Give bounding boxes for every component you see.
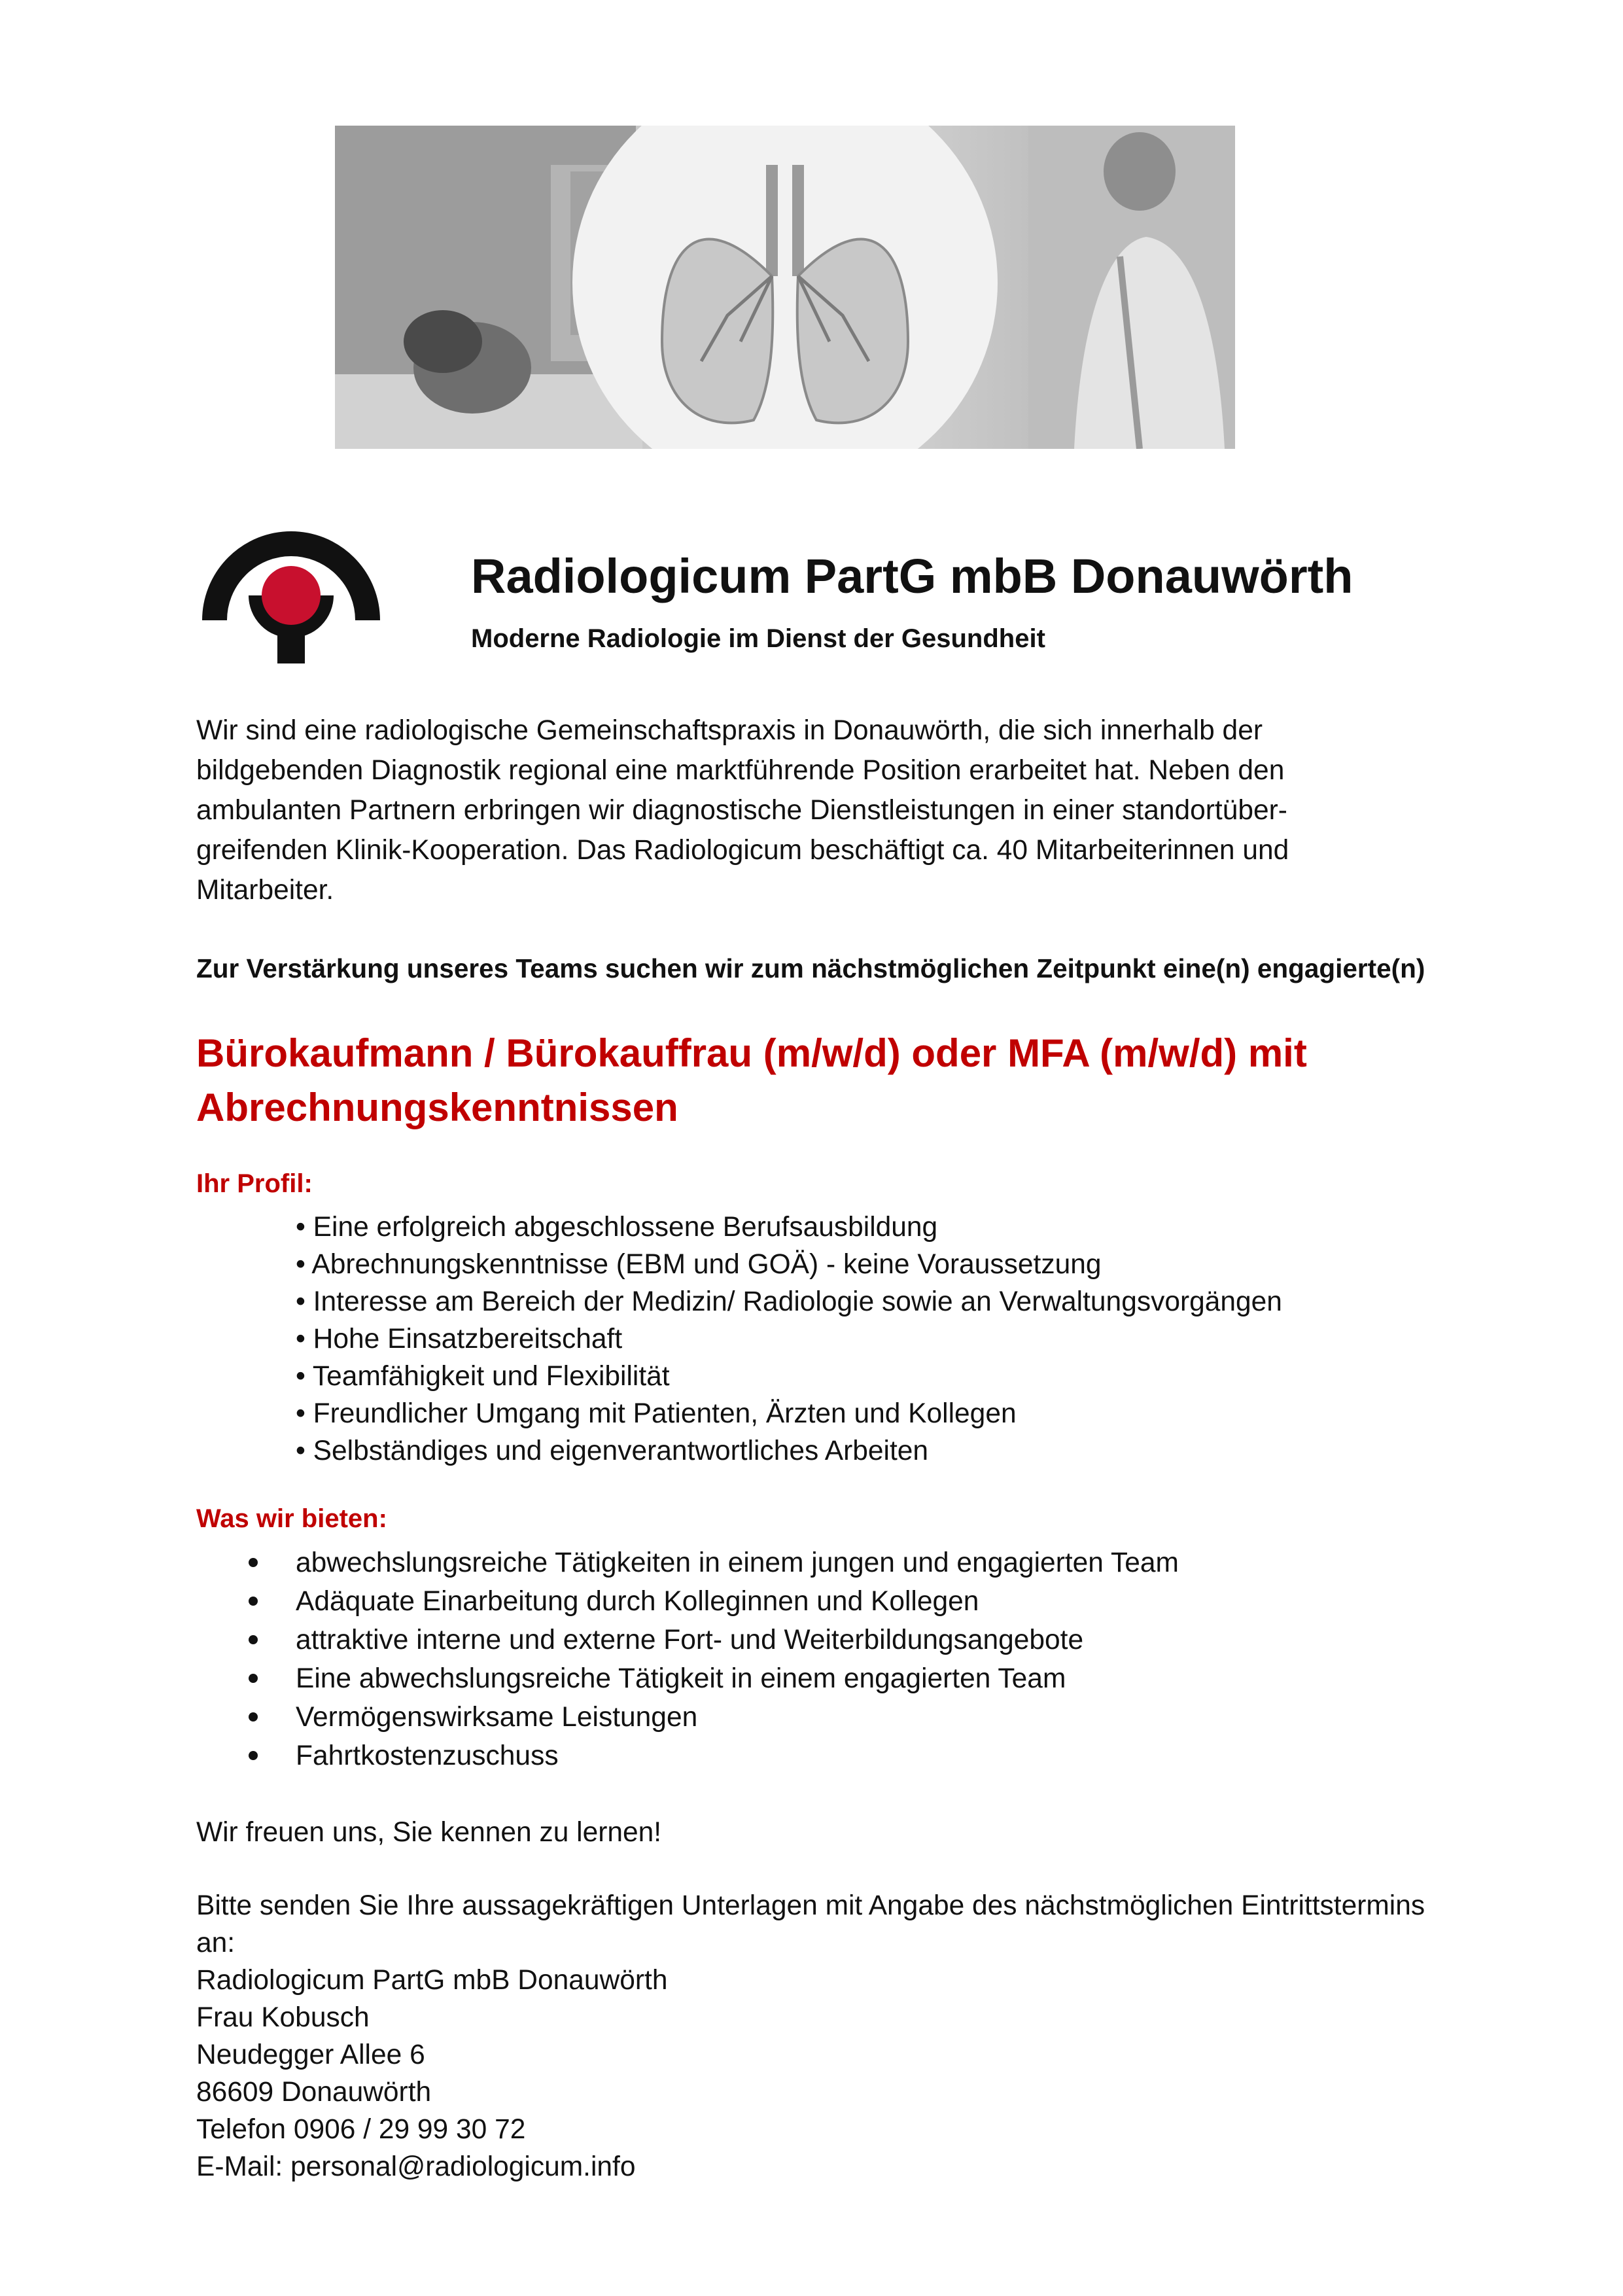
contact-email[interactable]: E-Mail: personal@radiologicum.info <box>196 2151 636 2182</box>
contact-line: 86609 Donauwörth <box>196 2077 432 2108</box>
bullet-icon <box>249 1635 258 1644</box>
list-item-text: Eine abwechslungsreiche Tätigkeit in einem engagierten Team <box>296 1663 1066 1694</box>
job-title <box>196 1026 1307 1135</box>
contact-line: Neudegger Allee 6 <box>196 2040 425 2070</box>
intro-line: greifenden Klinik-Kooperation. Das Radiologicum beschäftigt ca. 40 Mitarbeiterinnen und <box>196 835 1289 866</box>
list-item <box>196 1659 1179 1698</box>
list-item: • Abrechnungskenntnisse (EBM und GOÄ) - keine Voraussetzung <box>296 1249 1102 1280</box>
contact-line: Frau Kobusch <box>196 2002 370 2033</box>
list-item-text: Adäquate Einarbeitung durch Kolleginnen und Kollegen <box>296 1586 979 1617</box>
contact-block <box>196 1887 1425 2185</box>
list-item-text: abwechslungsreiche Tätigkeiten in einem jungen und engagierten Team <box>296 1547 1179 1578</box>
contact-line: Telefon 0906 / 29 99 30 72 <box>196 2114 526 2145</box>
list-item: • Hohe Einsatzbereitschaft <box>296 1324 623 1354</box>
list-item <box>196 1698 1179 1737</box>
list-item-text: Vermögenswirksame Leistungen <box>296 1702 698 1733</box>
tagline: Moderne Radiologie im Dienst der Gesundheit <box>471 624 1045 653</box>
intro-line: ambulanten Partnern erbringen wir diagnostische Dienstleistungen in einer standortüber- <box>196 795 1287 826</box>
intro-line: Wir sind eine radiologische Gemeinschaftspraxis in Donauwörth, die sich innerhalb der <box>196 715 1263 746</box>
list-item: • Eine erfolgreich abgeschlossene Berufsausbildung <box>296 1212 938 1243</box>
list-item-text: attraktive interne und externe Fort- und Weiterbildungsangebote <box>296 1625 1084 1655</box>
lung-xray-banner-image <box>335 126 1235 449</box>
offer-heading: Was wir bieten: <box>196 1504 387 1533</box>
list-item: • Interesse am Bereich der Medizin/ Radiologie sowie an Verwaltungsvorgängen <box>296 1286 1282 1317</box>
job-title-line: Bürokaufmann / Bürokauffrau (m/w/d) oder MFA (m/w/d) mit <box>196 1031 1307 1075</box>
list-item: • Freundlicher Umgang mit Patienten, Ärzten und Kollegen <box>296 1398 1017 1429</box>
bullet-icon <box>249 1558 258 1567</box>
list-item <box>196 1582 1179 1621</box>
bullet-icon <box>249 1712 258 1722</box>
contact-line: Bitte senden Sie Ihre aussagekräftigen Unterlagen mit Angabe des nächstmöglichen Eintrittstermins <box>196 1890 1425 1921</box>
profile-heading: Ihr Profil: <box>196 1169 313 1198</box>
bullet-icon <box>249 1751 258 1760</box>
list-item-text: Fahrtkostenzuschuss <box>296 1740 559 1771</box>
banner-illustration <box>335 126 1235 449</box>
lead-sentence: Zur Verstärkung unseres Teams suchen wir zum nächstmöglichen Zeitpunkt eine(n) engagierte(n) <box>196 953 1425 983</box>
list-item <box>196 1544 1179 1582</box>
org-name: Radiologicum PartG mbB Donauwörth <box>471 549 1353 603</box>
list-item: • Selbständiges und eigenverantwortliches Arbeiten <box>296 1436 929 1466</box>
bullet-icon <box>249 1597 258 1606</box>
intro-paragraph <box>196 711 1439 910</box>
list-item <box>196 1621 1179 1659</box>
contact-line: Radiologicum PartG mbB Donauwörth <box>196 1965 668 1996</box>
profile-list <box>296 1209 1282 1470</box>
closing-line: Wir freuen uns, Sie kennen zu lernen! <box>196 1817 662 1848</box>
intro-line: bildgebenden Diagnostik regional eine marktführende Position erarbeitet hat. Neben den <box>196 755 1285 786</box>
radiologicum-logo-icon <box>196 504 386 663</box>
intro-line: Mitarbeiter. <box>196 875 334 906</box>
list-item <box>196 1737 1179 1775</box>
job-title-line: Abrechnungskenntnissen <box>196 1086 678 1129</box>
offer-list <box>196 1544 1179 1775</box>
list-item: • Teamfähigkeit und Flexibilität <box>296 1361 670 1392</box>
bullet-icon <box>249 1674 258 1683</box>
contact-line: an: <box>196 1928 236 1958</box>
